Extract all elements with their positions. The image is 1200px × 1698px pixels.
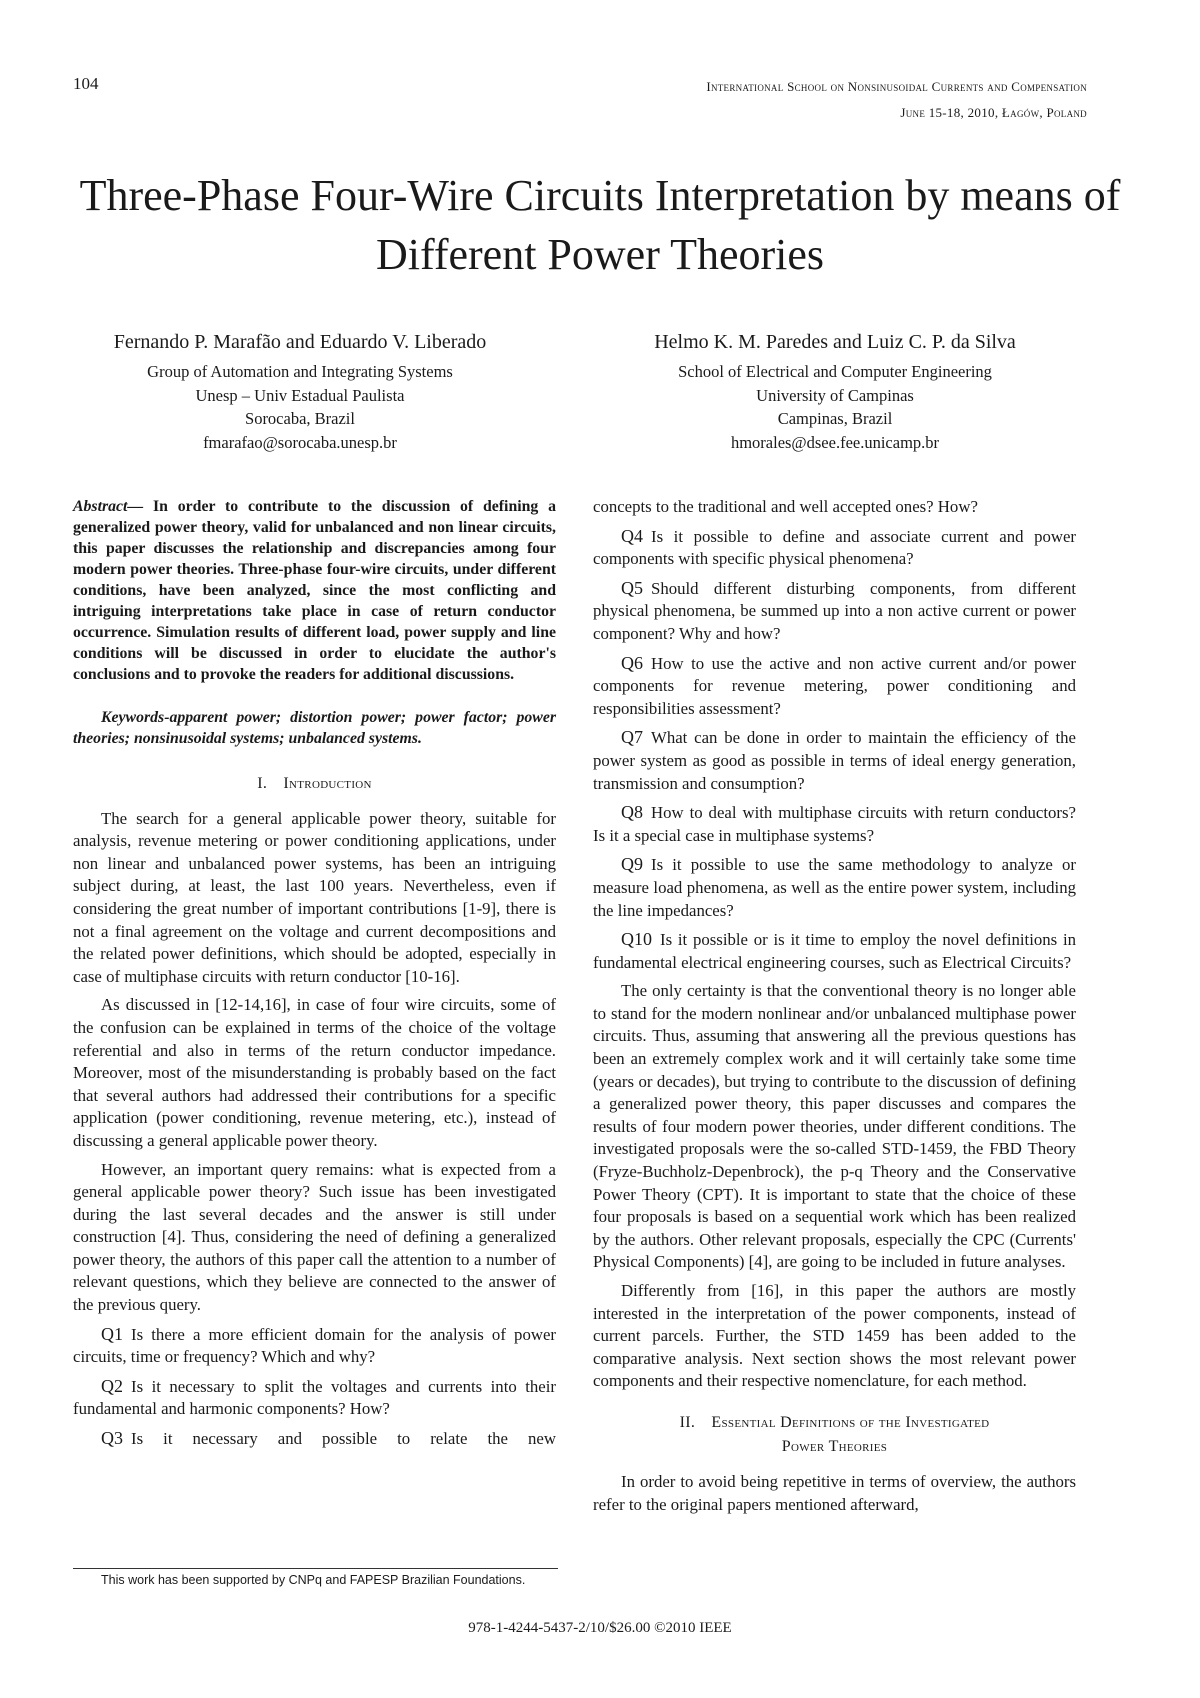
left-column <box>73 496 556 1457</box>
author-affiliation: School of Electrical and Computer Engineering <box>678 362 992 381</box>
question-item <box>73 1427 556 1451</box>
question-item <box>593 577 1076 646</box>
section-heading-introduction: I. Introduction <box>257 775 372 792</box>
abstract-lead: Abstract— <box>73 498 144 515</box>
paragraph: The only certainty is that the conventional theory is no longer able to stand for the modern nonlinear and/or unbalanced multiphase power circuits. Thus, assuming that answering all the previous questions has been an extremely complex work and it will certainly take some time (years or decades), but trying to contribute to the discussion of defining a generalized power theory, this paper discusses and compares the results of four modern power theories, under different conditions. The investigated proposals were the so-called STD-1459, the FBD Theory (Fryze-Buchholz-Depenbrock), the p-q Theory and the Conservative Power Theory (CPT). It is important to state that the choice of these four proposals is based on a sequential work which has been realized by the authors. Other relevant proposals, especially the CPC (Currents' Physical Components) [4], are going to be included in future analyses. <box>593 981 1076 1272</box>
page-number: 104 <box>73 74 99 93</box>
question-item <box>73 1323 556 1369</box>
question-number: Q7 <box>621 727 643 748</box>
section-heading-definitions <box>593 1411 1076 1459</box>
paragraph: The search for a general applicable power theory, suitable for analysis, revenue metering or power conditioning applications, under non linear and unbalanced power systems, has been an intriguing subject during, at least, the last 100 years. Nevertheless, even if considering the great number of important contributions [1-9], there is not a final agreement on the voltage and current decompositions and the related power definitions, which should be adopted, especially in case of multiphase circuits with return conductor [10-16]. <box>73 808 556 986</box>
question-text: Is it possible to use the same methodology to analyze or measure load phenomena, as well as the entire power system, including the line impedances? <box>593 855 1076 920</box>
author-block-right <box>595 328 1075 454</box>
author-names: Helmo K. M. Paredes and Luiz C. P. da Silva <box>654 331 1016 353</box>
question-text: How to deal with multiphase circuits with return conductors? Is it a special case in multiphase systems? <box>593 803 1076 845</box>
question-number: Q8 <box>621 802 643 823</box>
author-affiliation: Group of Automation and Integrating Systems <box>147 362 453 381</box>
question-item <box>73 1375 556 1421</box>
question-text: Is it necessary and possible to relate the new <box>131 1429 556 1449</box>
author-institution: University of Campinas <box>756 385 914 405</box>
paragraph: Differently from [16], in this paper the authors are mostly interested in the interpretation of the power components, instead of current parcels. Further, the STD 1459 has been added to the comparative analysis. Next section shows the most relevant power components and their respective nomenclature, for each method. <box>593 1281 1076 1391</box>
question-text: Should different disturbing components, from different physical phenomena, be summed up into a non active current or power component? Why and how? <box>593 578 1076 643</box>
copyright-footer: 978-1-4244-5437-2/10/$26.00 ©2010 IEEE <box>468 1620 732 1636</box>
question-item <box>593 652 1076 721</box>
conference-name: International School on Nonsinusoidal Currents and Compensation <box>706 79 1087 94</box>
question-continuation: concepts to the traditional and well accepted ones? How? <box>593 497 978 516</box>
question-number: Q6 <box>621 652 643 673</box>
author-email: hmorales@dsee.fee.unicamp.br <box>730 432 940 452</box>
author-names: Fernando P. Marafão and Eduardo V. Liberado <box>113 331 487 353</box>
question-text: Is there a more efficient domain for the analysis of power circuits, time or frequency? Which and why? <box>73 1324 556 1367</box>
author-block-left <box>60 328 540 454</box>
keywords: Keywords-apparent power; distortion power; power factor; power theories; nonsinusoidal systems; unbalanced systems. <box>73 709 556 747</box>
abstract-text: In order to contribute to the discussion of defining a generalized power theory, valid for unbalanced and non linear circuits, this paper discusses the relationship and discrepancies among four modern power theories. Three-phase four-wire circuits, under different conditions, have been analyzed, since the most conflicting and intriguing interpretations take place in case of return conductor occurrence. Simulation results of different load, power supply and line conditions will be discussed in order to elucidate the author's conclusions and to provoke the readers for additional discussions. <box>73 498 556 683</box>
question-text: What can be done in order to maintain the efficiency of the power system as good as possible in terms of ideal energy generation, transmission and consumption? <box>593 728 1076 793</box>
author-email: fmarafao@sorocaba.unesp.br <box>203 432 397 452</box>
question-number: Q5 <box>621 577 643 598</box>
author-location: Sorocaba, Brazil <box>245 409 355 428</box>
paragraph: As discussed in [12-14,16], in case of four wire circuits, some of the confusion can be explained in terms of the choice of the voltage referential and also in terms of the return conductor impedance. Moreover, most of the misunderstanding is probably based on the fact that several authors had addressed their contributions for a specific application (power conditioning, revenue metering, etc.), instead of discussing a general applicable power theory. <box>73 995 556 1150</box>
question-number: Q3 <box>101 1428 123 1449</box>
right-column <box>593 496 1076 1522</box>
question-number: Q9 <box>621 854 643 875</box>
footnote: This work has been supported by CNPq and FAPESP Brazilian Foundations. <box>101 1573 526 1587</box>
question-text: Is it necessary to split the voltages and currents into their fundamental and harmonic components? How? <box>73 1376 556 1419</box>
section-heading-line: II. Essential Definitions of the Investigated <box>679 1413 990 1431</box>
running-header <box>487 74 1087 126</box>
question-number: Q4 <box>621 525 643 546</box>
author-location: Campinas, Brazil <box>777 409 893 428</box>
author-institution: Unesp – Univ Estadual Paulista <box>195 385 405 405</box>
footnote-divider <box>73 1568 558 1569</box>
question-text: Is it possible or is it time to employ the novel definitions in fundamental electrical engineering courses, such as Electrical Circuits? <box>593 930 1076 972</box>
question-item <box>593 525 1076 571</box>
conference-date-place: June 15-18, 2010, Łagów, Poland <box>900 105 1087 120</box>
paragraph: In order to avoid being repetitive in terms of overview, the authors refer to the original papers mentioned afterward, <box>593 1471 1076 1514</box>
question-item <box>593 726 1076 795</box>
question-item <box>593 853 1076 922</box>
question-number: Q10 <box>621 929 652 950</box>
question-item <box>593 801 1076 847</box>
paragraph: However, an important query remains: what is expected from a general applicable power theory? Such issue has been investigated during the last several decades and the answer is still under construction [4]. Thus, considering the need of defining a generalized power theory, the authors of this paper call the attention to a number of relevant questions, which they believe are connected to the answer of the previous query. <box>73 1159 556 1315</box>
question-text: Is it possible to define and associate current and power components with specific physical phenomena? <box>593 526 1076 569</box>
question-text: How to use the active and non active current and/or power components for revenue metering, power conditioning and responsibilities assessment? <box>593 653 1076 718</box>
question-number: Q1 <box>101 1323 123 1344</box>
abstract <box>73 496 556 685</box>
section-heading-line: Power Theories <box>781 1437 888 1455</box>
paper-title: Three-Phase Four-Wire Circuits Interpretation by means of Different Power Theories <box>79 171 1121 279</box>
question-number: Q2 <box>101 1375 123 1396</box>
question-item <box>593 928 1076 974</box>
